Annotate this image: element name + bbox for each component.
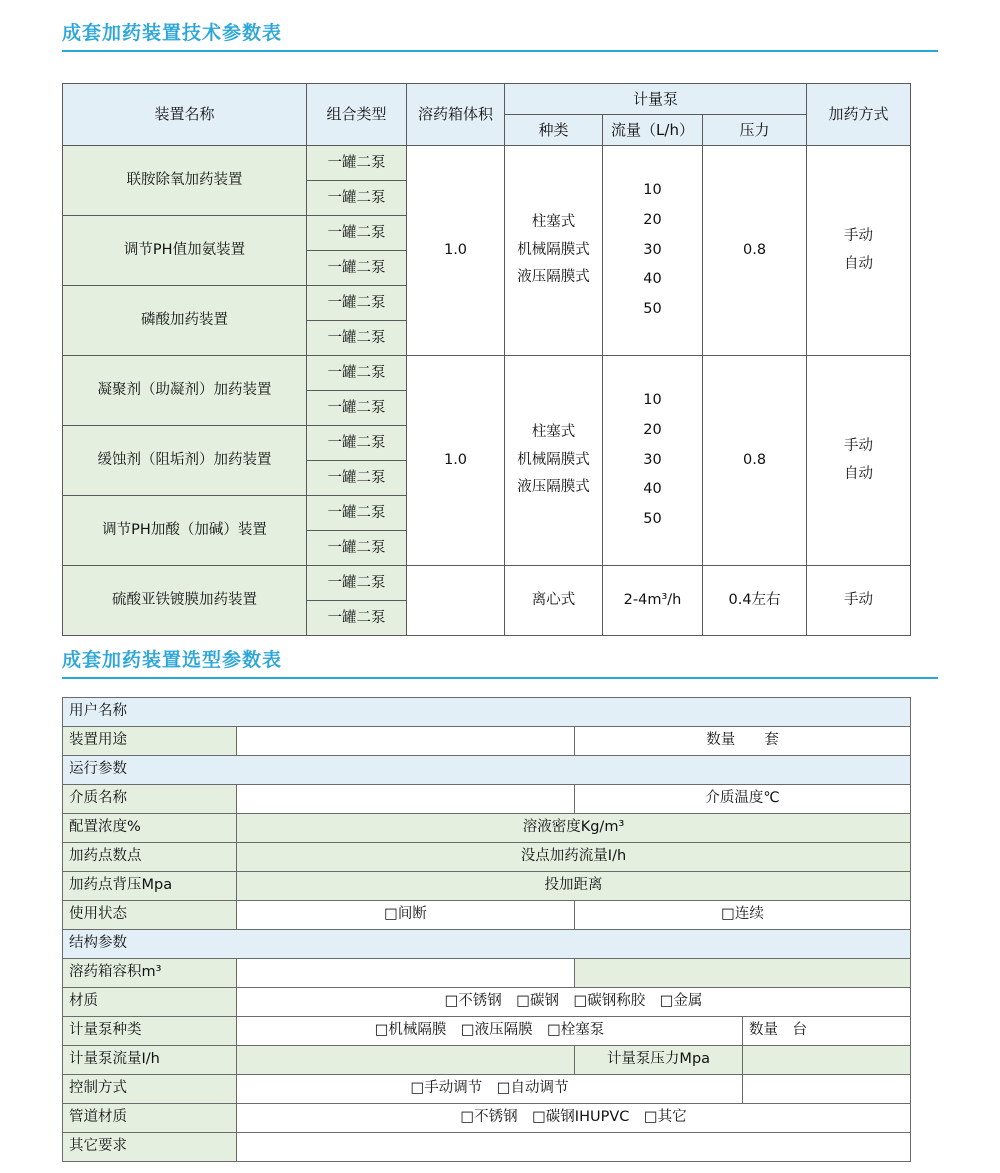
field-dosing-distance[interactable]: 投加距离: [237, 872, 911, 901]
header-combination-type: 组合类型: [307, 84, 407, 146]
header-pump-type: 种类: [505, 115, 603, 146]
row-label-control-mode: 控制方式: [63, 1075, 237, 1104]
header-tank-volume: 溶药箱体积: [407, 84, 505, 146]
section-title-technical: 成套加药装置技术参数表: [62, 18, 938, 52]
row-label-usage-state: 使用状态: [63, 901, 237, 930]
tank-volume-cell: 1.0: [407, 356, 505, 566]
device-name-cell: 凝聚剂（助凝剂）加药装置: [63, 356, 307, 426]
selection-parameters-table-wrap: [62, 697, 910, 1162]
table-row: [63, 698, 911, 727]
row-label-operating-parameters: 运行参数: [63, 756, 911, 785]
field-medium-temperature[interactable]: 介质温度℃: [575, 785, 911, 814]
dosing-mode-line: 自动: [844, 465, 874, 482]
combination-cell: 一罐二泵: [307, 181, 407, 216]
field-quantity[interactable]: 数量 套: [575, 727, 911, 756]
pump-type-line: 液压隔膜式: [517, 269, 590, 286]
pump-type-line: 液压隔膜式: [517, 479, 590, 496]
checkbox-group-pump-type[interactable]: □机械隔膜 □液压隔膜 □栓塞泵: [237, 1017, 743, 1046]
combination-cell: 一罐二泵: [307, 426, 407, 461]
field-other-requirements[interactable]: [237, 1133, 911, 1162]
field-device-usage[interactable]: [237, 727, 575, 756]
field-medium-name[interactable]: [237, 785, 575, 814]
table-row: [63, 1017, 911, 1046]
pump-type-cell: 离心式: [505, 566, 603, 636]
combination-cell: 一罐二泵: [307, 251, 407, 286]
table-row: [63, 785, 911, 814]
dosing-mode-cell: 手动: [807, 566, 911, 636]
dosing-mode-line: 手动: [844, 227, 874, 244]
field-pump-flow[interactable]: [237, 1046, 575, 1075]
row-label-structural-parameters: 结构参数: [63, 930, 911, 959]
table-row: [63, 1046, 911, 1075]
table-row: [63, 1104, 911, 1133]
tank-volume-cell: 1.0: [407, 146, 505, 356]
combination-cell: 一罐二泵: [307, 496, 407, 531]
flow-line: 50: [643, 301, 662, 318]
table-row: [63, 814, 911, 843]
row-label-pump-pressure: 计量泵压力Mpa: [575, 1046, 743, 1075]
field-tank-capacity[interactable]: [237, 959, 575, 988]
device-name-cell: 缓蚀剂（阻垢剂）加药装置: [63, 426, 307, 496]
combination-cell: 一罐二泵: [307, 146, 407, 181]
device-name-cell: 硫酸亚铁镀膜加药装置: [63, 566, 307, 636]
flow-line: 40: [643, 271, 662, 288]
field-tank-capacity-extra[interactable]: [575, 959, 911, 988]
device-name-cell: 联胺除氧加药装置: [63, 146, 307, 216]
flow-line: 30: [643, 451, 662, 468]
combination-cell: 一罐二泵: [307, 531, 407, 566]
table-row: [63, 1133, 911, 1162]
row-label-medium-name: 介质名称: [63, 785, 237, 814]
flow-line: 10: [643, 182, 662, 199]
header-dosing-mode: 加药方式: [807, 84, 911, 146]
section-title-selection: 成套加药装置选型参数表: [62, 645, 938, 679]
field-pump-quantity[interactable]: 数量 台: [743, 1017, 911, 1046]
table-row: [63, 872, 911, 901]
row-label-pipe-material: 管道材质: [63, 1104, 237, 1133]
pump-type-line: 机械隔膜式: [517, 241, 590, 258]
combination-cell: 一罐二泵: [307, 391, 407, 426]
table-row: [63, 727, 911, 756]
pump-type-line: 柱塞式: [531, 424, 576, 441]
pump-flow-cell: [603, 356, 703, 566]
combination-cell: 一罐二泵: [307, 356, 407, 391]
row-label-pump-type: 计量泵种类: [63, 1017, 237, 1046]
header-metering-pump: 计量泵: [505, 84, 807, 115]
table-row: [63, 146, 911, 181]
technical-parameters-table: [62, 83, 911, 636]
selection-parameters-table: [62, 697, 911, 1162]
field-control-mode-extra[interactable]: [743, 1075, 911, 1104]
pump-type-cell: [505, 146, 603, 356]
table-header-row: [63, 84, 911, 115]
tank-volume-cell: [407, 566, 505, 636]
checkbox-intermittent[interactable]: □间断: [237, 901, 575, 930]
combination-cell: 一罐二泵: [307, 286, 407, 321]
row-label-other-requirements: 其它要求: [63, 1133, 237, 1162]
table-row: [63, 959, 911, 988]
checkbox-group-pipe-material[interactable]: □不锈钢 □碳钢IHUPVC □其它: [237, 1104, 911, 1133]
table-row: [63, 756, 911, 785]
device-name-cell: 调节PH值加氨装置: [63, 216, 307, 286]
row-label-tank-capacity: 溶药箱容积m³: [63, 959, 237, 988]
combination-cell: 一罐二泵: [307, 321, 407, 356]
combination-cell: 一罐二泵: [307, 461, 407, 496]
combination-cell: 一罐二泵: [307, 566, 407, 601]
row-label-pump-flow: 计量泵流量I/h: [63, 1046, 237, 1075]
flow-line: 10: [643, 392, 662, 409]
device-name-cell: 磷酸加药装置: [63, 286, 307, 356]
pump-flow-cell: [603, 146, 703, 356]
dosing-mode-cell: [807, 146, 911, 356]
row-label-dosing-points: 加药点数点: [63, 843, 237, 872]
combination-cell: 一罐二泵: [307, 601, 407, 636]
row-label-back-pressure: 加药点背压Mpa: [63, 872, 237, 901]
field-solution-density[interactable]: 溶液密度Kg/m³: [237, 814, 911, 843]
combination-cell: 一罐二泵: [307, 216, 407, 251]
device-name-cell: 调节PH加酸（加碱）装置: [63, 496, 307, 566]
dosing-mode-cell: [807, 356, 911, 566]
flow-line: 20: [643, 421, 662, 438]
table-row: [63, 930, 911, 959]
table-row: [63, 843, 911, 872]
flow-line: 40: [643, 481, 662, 498]
field-dosing-flow-per-point[interactable]: 没点加药流量I/h: [237, 843, 911, 872]
pump-type-line: 柱塞式: [531, 214, 576, 231]
row-label-device-usage: 装置用途: [63, 727, 237, 756]
table-row: [63, 988, 911, 1017]
row-label-material: 材质: [63, 988, 237, 1017]
pump-pressure-cell: 0.8: [703, 146, 807, 356]
pump-pressure-cell: 0.4左右: [703, 566, 807, 636]
header-device-name: 装置名称: [63, 84, 307, 146]
pump-type-cell: [505, 356, 603, 566]
table-row: [63, 566, 911, 601]
pump-type-line: 机械隔膜式: [517, 451, 590, 468]
flow-line: 50: [643, 511, 662, 528]
field-pump-pressure[interactable]: [743, 1046, 911, 1075]
pump-flow-cell: 2-4m³/h: [603, 566, 703, 636]
table-row: [63, 1075, 911, 1104]
row-label-concentration: 配置浓度%: [63, 814, 237, 843]
header-pump-flow: 流量（L/h）: [603, 115, 703, 146]
table-row: [63, 901, 911, 930]
header-pump-pressure: 压力: [703, 115, 807, 146]
checkbox-group-control-mode[interactable]: □手动调节 □自动调节: [237, 1075, 743, 1104]
dosing-mode-line: 手动: [844, 437, 874, 454]
dosing-mode-line: 自动: [844, 255, 874, 272]
flow-line: 20: [643, 211, 662, 228]
pump-pressure-cell: 0.8: [703, 356, 807, 566]
flow-line: 30: [643, 241, 662, 258]
checkbox-group-material[interactable]: □不锈钢 □碳钢 □碳钢称胶 □金属: [237, 988, 911, 1017]
technical-parameters-table-wrap: [62, 83, 910, 636]
checkbox-continuous[interactable]: □连续: [575, 901, 911, 930]
row-label-user-name: 用户名称: [63, 698, 911, 727]
table-row: [63, 356, 911, 391]
